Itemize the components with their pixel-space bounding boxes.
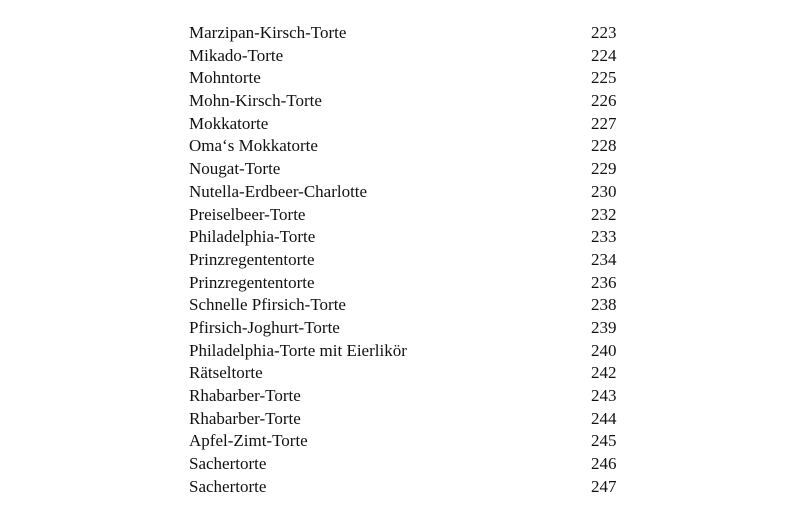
- toc-entry: [189, 67, 629, 90]
- toc-entry: [189, 45, 629, 68]
- toc-entry-page: 245: [591, 431, 617, 451]
- toc-entry-page: 233: [591, 227, 617, 247]
- toc-entry: [189, 476, 629, 499]
- toc-entry-page: 240: [591, 340, 617, 360]
- toc-entry-page: 229: [591, 159, 617, 179]
- toc-entry: [189, 158, 629, 181]
- toc-entry-title: Marzipan-Kirsch-Torte: [189, 23, 347, 42]
- table-of-contents: [189, 22, 629, 498]
- toc-entry-page: 247: [591, 476, 617, 496]
- toc-entry-title: Mokkatorte: [189, 113, 269, 133]
- toc-entry-title: Philadelphia-Torte: [189, 227, 316, 247]
- toc-entry-title: Mohntorte: [189, 68, 261, 88]
- toc-entry-title: Philadelphia-Torte mit Eierlikör: [189, 340, 407, 360]
- toc-entry-title: Rhabarber-Torte: [189, 408, 301, 428]
- toc-entry-page: 228: [591, 136, 617, 156]
- toc-entry-title: Pfirsich-Joghurt-Torte: [189, 317, 340, 337]
- toc-entry: [189, 22, 629, 45]
- toc-entry-page: 242: [591, 363, 617, 383]
- toc-entry: [189, 135, 629, 158]
- toc-entry-page: 232: [591, 204, 617, 224]
- toc-entry-page: 234: [591, 249, 617, 269]
- toc-entry-title: Mikado-Torte: [189, 45, 284, 65]
- toc-entry-title: Sachertorte: [189, 476, 267, 496]
- toc-entry-title: Prinzregententorte: [189, 249, 315, 269]
- toc-entry-page: 239: [591, 317, 617, 337]
- toc-entry: [189, 340, 629, 363]
- toc-entry-title: Rätseltorte: [189, 363, 263, 383]
- toc-entry-title: Prinzregententorte: [189, 272, 315, 292]
- toc-entry: [189, 113, 629, 136]
- toc-entry-page: 224: [591, 45, 617, 65]
- toc-entry-title: Nutella-Erdbeer-Charlotte: [189, 181, 368, 201]
- toc-entry: [189, 453, 629, 476]
- toc-entry: [189, 294, 629, 317]
- toc-entry: [189, 90, 629, 113]
- toc-entry-page: 236: [591, 272, 617, 292]
- toc-entry-page: 225: [591, 68, 617, 88]
- toc-entry-page: 230: [591, 181, 617, 201]
- toc-entry: [189, 272, 629, 295]
- toc-entry-title: Preiselbeer-Torte: [189, 204, 306, 224]
- toc-entry: [189, 181, 629, 204]
- toc-entry: [189, 430, 629, 453]
- toc-entry-page: 244: [591, 408, 617, 428]
- toc-entry: [189, 226, 629, 249]
- toc-entry-page: 227: [591, 113, 617, 133]
- toc-entry-title: Schnelle Pfirsich-Torte: [189, 295, 346, 315]
- toc-entry-page: 238: [591, 295, 617, 315]
- toc-entry: [189, 249, 629, 272]
- toc-entry-page: 243: [591, 386, 617, 405]
- toc-entry-title: Nougat-Torte: [189, 159, 281, 179]
- toc-entry-title: Rhabarber-Torte: [189, 386, 301, 405]
- toc-entry-title: Mohn-Kirsch-Torte: [189, 91, 322, 111]
- toc-entry: [189, 362, 629, 385]
- toc-entry: [189, 204, 629, 227]
- toc-entry: [189, 408, 629, 431]
- toc-entry-page: 226: [591, 91, 617, 111]
- toc-entry: [189, 317, 629, 340]
- toc-entry-title: Apfel-Zimt-Torte: [189, 431, 308, 451]
- toc-entry-title: Sachertorte: [189, 454, 267, 474]
- toc-entry-page: 246: [591, 454, 617, 474]
- toc-entry: [189, 385, 629, 408]
- toc-entry-title: Oma‘s Mokkatorte: [189, 136, 318, 156]
- toc-entry-page: 223: [591, 23, 617, 42]
